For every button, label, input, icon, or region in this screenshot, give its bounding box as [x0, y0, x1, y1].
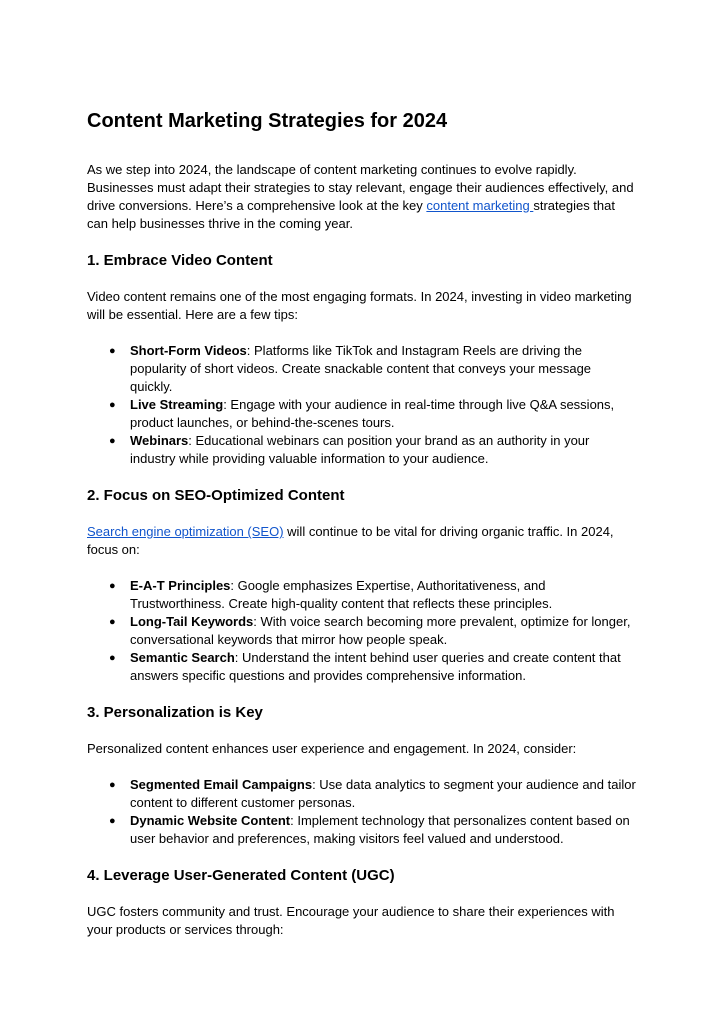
bullet-icon: ●	[109, 616, 116, 628]
list-item-term: Live Streaming	[130, 397, 224, 412]
bullet-icon: ●	[109, 399, 116, 411]
bullet-icon: ●	[109, 345, 116, 357]
list-item-text: : With voice search becoming more prevalent, optimize for longer, conversational keywords that mirror how people speak.	[130, 614, 631, 647]
list-item-term: Dynamic Website Content	[130, 813, 291, 828]
section-personalization	[87, 703, 636, 848]
list-item-term: E-A-T Principles	[130, 578, 231, 593]
section-heading: 4. Leverage User-Generated Content (UGC)	[87, 867, 395, 884]
list-item	[87, 649, 636, 685]
section-heading: 3. Personalization is Key	[87, 704, 263, 721]
list-item-text: : Platforms like TikTok and Instagram Reels are driving the popularity of short videos. Create snackable content that conveys your message quickly.	[130, 343, 592, 394]
bullet-list	[87, 577, 636, 685]
list-item	[87, 342, 636, 396]
section-ugc	[87, 866, 636, 939]
section-heading: 1. Embrace Video Content	[87, 252, 273, 269]
bullet-icon: ●	[109, 652, 116, 664]
intro-paragraph	[87, 161, 636, 233]
list-item	[87, 396, 636, 432]
section-seo-content	[87, 486, 636, 685]
bullet-icon: ●	[109, 815, 116, 827]
list-item-text: : Implement technology that personalizes content based on user behavior and preferences, making visitors feel valued and understood.	[130, 813, 630, 846]
seo-link[interactable]: Search engine optimization (SEO)	[87, 524, 284, 539]
intro-text-start: As we step into 2024, the landscape of content marketing continues to evolve rapidly. Businesses must adapt their strategies to stay relevant, engage their audiences effectively, and drive conversions. Here’s a comprehensive look at the key	[87, 162, 634, 213]
list-item-text: : Educational webinars can position your brand as an authority in your industry while providing valuable information to your audience.	[130, 433, 590, 466]
bullet-icon: ●	[109, 435, 116, 447]
list-item-term: Long-Tail Keywords	[130, 614, 254, 629]
intro-text-end: strategies that can help businesses thrive in the coming year.	[87, 198, 615, 231]
list-item-term: Semantic Search	[130, 650, 235, 665]
section-heading: 2. Focus on SEO-Optimized Content	[87, 487, 345, 504]
content-marketing-link[interactable]: content marketing	[426, 198, 534, 213]
section-paragraph	[87, 523, 636, 559]
section-paragraph-text: will continue to be vital for driving organic traffic. In 2024, focus on:	[87, 524, 614, 557]
list-item-term: Segmented Email Campaigns	[130, 777, 313, 792]
list-item-text: : Engage with your audience in real-time through live Q&A sessions, product launches, or behind-the-scenes tours.	[130, 397, 615, 430]
list-item-text: : Google emphasizes Expertise, Authoritativeness, and Trustworthiness. Create high-quality content that reflects these principles.	[130, 578, 553, 611]
section-video-content	[87, 251, 636, 468]
list-item-term: Webinars	[130, 433, 189, 448]
bullet-list	[87, 342, 636, 468]
section-paragraph: UGC fosters community and trust. Encourage your audience to share their experiences with your products or services through:	[87, 904, 615, 937]
list-item-text: : Understand the intent behind user queries and create content that answers specific questions and provides comprehensive information.	[130, 650, 621, 683]
list-item-term: Short-Form Videos	[130, 343, 247, 358]
list-item	[87, 776, 636, 812]
list-item-text: : Use data analytics to segment your audience and tailor content to different customer personas.	[130, 777, 636, 810]
bullet-list	[87, 776, 636, 848]
section-paragraph: Video content remains one of the most engaging formats. In 2024, investing in video marketing will be essential. Here are a few tips:	[87, 289, 632, 322]
list-item	[87, 432, 636, 468]
bullet-icon: ●	[109, 580, 116, 592]
list-item	[87, 812, 636, 848]
list-item	[87, 613, 636, 649]
list-item	[87, 577, 636, 613]
section-paragraph: Personalized content enhances user experience and engagement. In 2024, consider:	[87, 741, 577, 756]
page-title: Content Marketing Strategies for 2024	[87, 110, 448, 132]
bullet-icon: ●	[109, 779, 116, 791]
